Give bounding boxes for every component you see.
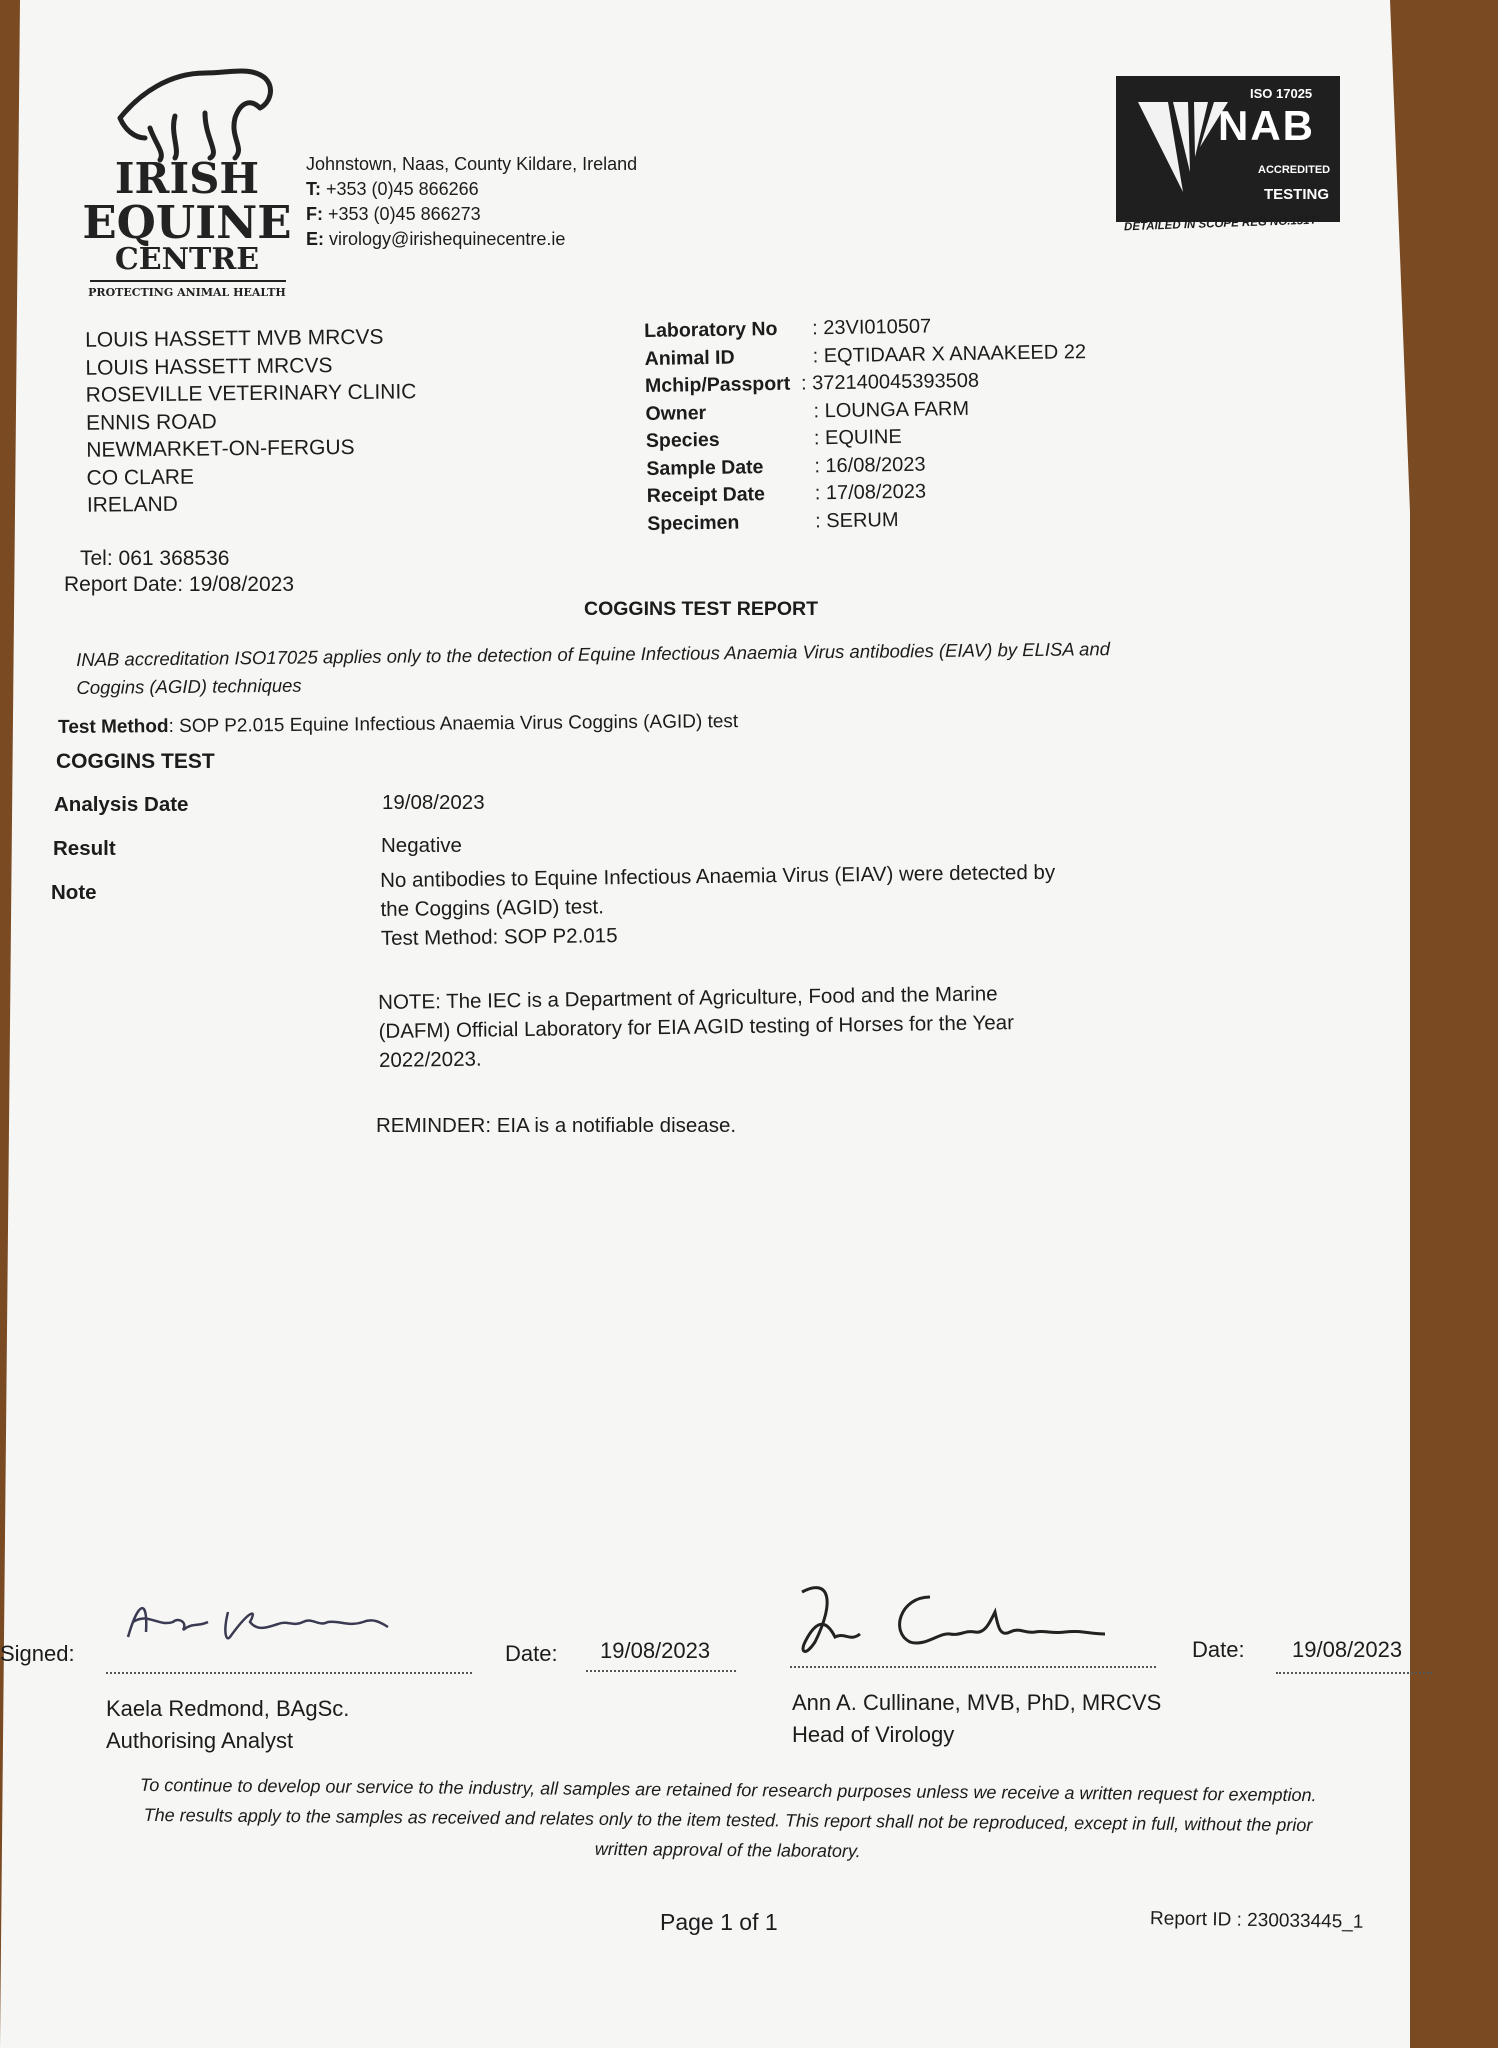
analysis-date-label: Analysis Date [54, 793, 189, 816]
note-line: the Coggins (AGID) test. [380, 895, 604, 921]
dafm-line: (DAFM) Official Laboratory for EIA AGID testing of Horses for the Year [378, 1011, 1015, 1043]
result-label: Result [53, 837, 116, 860]
signature2-line [790, 1666, 1156, 1668]
inab-testing: TESTING [1264, 186, 1330, 203]
detail-label: Specimen [647, 511, 740, 535]
section-title: COGGINS TEST [56, 750, 215, 773]
inab-accreditation-badge [1116, 76, 1340, 236]
recipient-address [85, 323, 418, 519]
detail-value: : 23VI010507 [812, 315, 932, 340]
detail-value: : EQTIDAAR X ANAAKEED 22 [812, 340, 1087, 367]
report-title: COGGINS TEST REPORT [584, 598, 819, 620]
dafm-line: 2022/2023. [378, 1047, 482, 1072]
signature-ann-cullinane [790, 1572, 1110, 1662]
detail-value: : 17/08/2023 [814, 480, 927, 505]
analysis-date-value: 19/08/2023 [382, 791, 485, 814]
recipient-line: ROSEVILLE VETERINARY CLINIC [85, 380, 417, 407]
recipient-line: CO CLARE [86, 465, 195, 490]
accreditation-note [76, 635, 1110, 702]
date2-line [1276, 1672, 1432, 1674]
detail-label: Sample Date [646, 455, 764, 480]
accreditation-line: Coggins (AGID) techniques [76, 674, 302, 698]
detail-value: : 16/08/2023 [814, 453, 926, 477]
logo-tagline: PROTECTING ANIMAL HEALTH [88, 286, 286, 299]
detail-value: : SERUM [815, 508, 899, 532]
reminder: REMINDER: EIA is a notifiable disease. [376, 1114, 737, 1137]
footer-line: To continue to develop our service to the industry, all samples are retained for research purposes unless we receive a written request for exemption. [139, 1774, 1317, 1806]
result-value: Negative [381, 834, 462, 857]
irish-equine-centre-logo [82, 58, 292, 304]
signer2-role: Head of Virology [792, 1722, 955, 1747]
note-text [380, 858, 1056, 953]
lab-email: E: virology@irishequinecentre.ie [306, 229, 566, 249]
note-line: Test Method: SOP P2.015 [380, 924, 618, 950]
date2-value: 19/08/2023 [1292, 1637, 1403, 1662]
lab-fax: F: +353 (0)45 866273 [306, 204, 481, 224]
inab-iso: ISO 17025 [1250, 86, 1313, 101]
detail-value: : 372140045393508 [800, 369, 980, 395]
inab-scope: DETAILED IN SCOPE REG NO.151T [1123, 214, 1317, 234]
detail-label: Receipt Date [646, 483, 766, 507]
test-method-label: Test Method [58, 716, 169, 738]
recipient-line: IRELAND [86, 492, 179, 517]
report-id: Report ID : 230033445_1 [1149, 1908, 1364, 1933]
logo-line-centre: CENTRE [114, 242, 260, 277]
contact-block [306, 152, 637, 252]
signature1-line [106, 1672, 472, 1674]
lab-address: Johnstown, Naas, County Kildare, Ireland [306, 154, 638, 174]
recipient-line: LOUIS HASSETT MRCVS [85, 353, 333, 380]
signed-label: Signed: [0, 1641, 75, 1666]
recipient-line: ENNIS ROAD [85, 409, 217, 435]
logo-line-irish: IRISH [114, 154, 260, 203]
detail-label: Species [645, 428, 720, 452]
recipient-tel: Tel: 061 368536 [80, 547, 230, 570]
dafm-note [378, 979, 1015, 1075]
signer1-role: Authorising Analyst [106, 1728, 294, 1753]
note-line: No antibodies to Equine Infectious Anaemia Virus (EIAV) were detected by [380, 860, 1056, 892]
signature-kaela-redmond [118, 1592, 408, 1662]
logo-line-equine: EQUINE [82, 196, 292, 249]
detail-value: : EQUINE [813, 425, 902, 450]
accreditation-line: INAB accreditation ISO17025 applies only to the detection of Equine Infectious Anaemia Virus antibodies (EIAV) by ELISA and [76, 638, 1111, 670]
logo-rule [90, 280, 286, 282]
detail-label: Animal ID [644, 346, 735, 370]
inab-accredited: ACCREDITED [1258, 164, 1331, 176]
report-date: Report Date: 19/08/2023 [64, 573, 294, 596]
recipient-line: NEWMARKET-ON-FERGUS [86, 435, 355, 462]
signer1-name: Kaela Redmond, BAgSc. [106, 1696, 350, 1721]
date1-label: Date: [505, 1641, 558, 1666]
page-number: Page 1 of 1 [660, 1909, 778, 1935]
footer-disclaimer [92, 1769, 1365, 1870]
footer-line: written approval of the laboratory. [594, 1838, 861, 1862]
detail-label: Laboratory No [644, 317, 778, 342]
signer2-name: Ann A. Cullinane, MVB, PhD, MRCVS [792, 1690, 1162, 1715]
recipient-line: LOUIS HASSETT MVB MRCVS [85, 325, 384, 352]
detail-label: Owner [645, 401, 707, 425]
date1-value: 19/08/2023 [600, 1638, 711, 1663]
date2-label: Date: [1192, 1637, 1245, 1662]
horse-icon [110, 58, 280, 163]
dafm-line: NOTE: The IEC is a Department of Agriculture, Food and the Marine [378, 982, 998, 1014]
lab-phone: T: +353 (0)45 866266 [306, 179, 479, 199]
note-label: Note [51, 881, 97, 904]
date1-line [586, 1670, 736, 1672]
test-method-value: : SOP P2.015 Equine Infectious Anaemia Virus Coggins (AGID) test [168, 711, 739, 738]
footer-line: The results apply to the samples as received and relates only to the item tested. This report shall not be reproduced, except in full, without the prior [143, 1804, 1313, 1836]
detail-value: : LOUNGA FARM [813, 397, 970, 422]
detail-label: Mchip/Passport [644, 372, 791, 397]
inab-name: NAB [1218, 102, 1315, 149]
